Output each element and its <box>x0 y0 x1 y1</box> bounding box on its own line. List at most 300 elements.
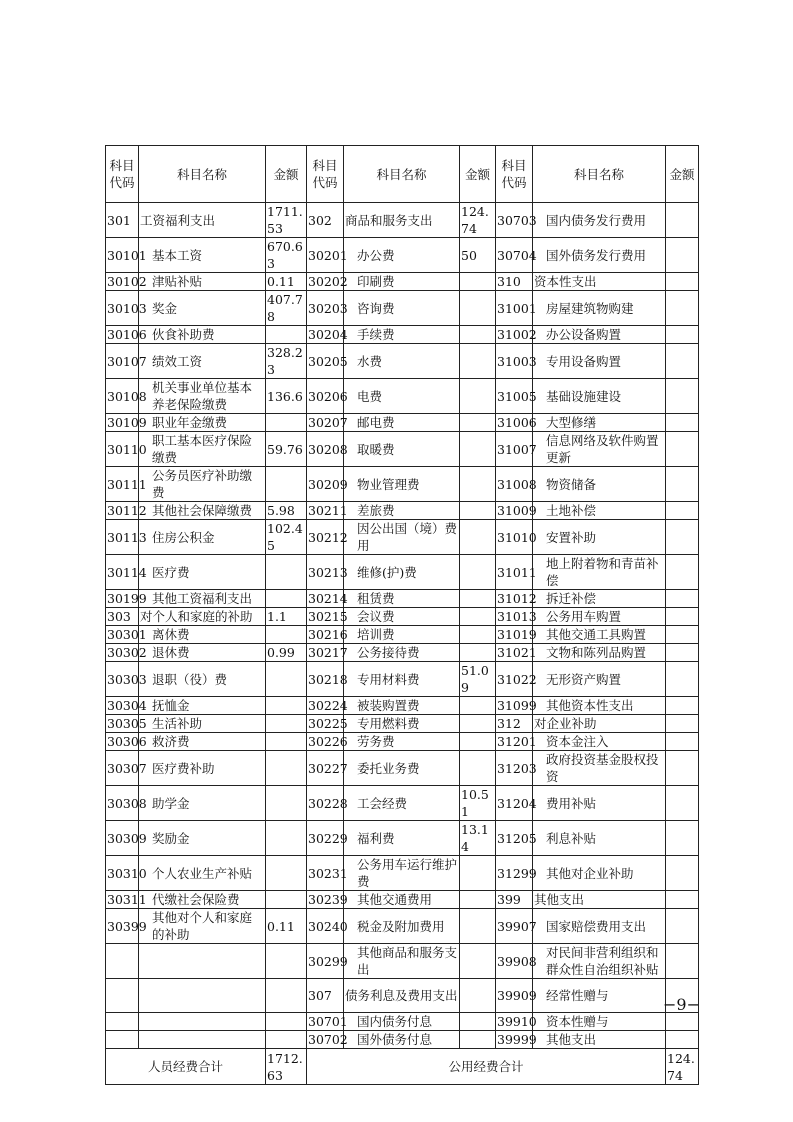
subject-name: 拆迁补偿 <box>533 590 666 608</box>
subject-amount <box>460 291 496 326</box>
subject-amount: 102.45 <box>266 520 307 555</box>
subject-name: 福利费 <box>344 821 460 856</box>
subject-amount <box>666 891 699 909</box>
subject-code: 30110 <box>106 432 139 467</box>
subject-name: 机关事业单位基本养老保险缴费 <box>139 379 266 414</box>
subject-amount <box>266 979 307 1013</box>
subject-code: 312 <box>496 715 533 733</box>
subject-name: 水费 <box>344 344 460 379</box>
subject-amount <box>666 344 699 379</box>
subject-name: 因公出国（境）费用 <box>344 520 460 555</box>
subject-code: 30209 <box>307 467 344 502</box>
subject-code: 31205 <box>496 821 533 856</box>
subject-code <box>106 1031 139 1049</box>
subject-code: 30701 <box>308 1014 348 1029</box>
subject-name: 抚恤金 <box>139 697 266 715</box>
subject-amount: 124.74 <box>460 203 496 238</box>
subject-amount <box>460 979 496 1013</box>
table-row <box>106 891 699 909</box>
table-row <box>106 238 699 273</box>
subject-amount <box>666 856 699 891</box>
subject-name: 取暖费 <box>344 432 460 467</box>
subject-amount <box>460 891 496 909</box>
subject-code: 30103 <box>106 291 139 326</box>
subject-name: 基本工资 <box>139 238 266 273</box>
subject-code: 30227 <box>307 751 344 786</box>
subject-name: 住房公积金 <box>139 520 266 555</box>
totals-row <box>106 1049 699 1085</box>
subject-name: 绩效工资 <box>139 344 266 379</box>
subject-name: 其他交通工具购置 <box>533 626 666 644</box>
subject-code: 30240 <box>307 909 344 944</box>
subject-amount <box>666 626 699 644</box>
subject-name: 国家赔偿费用支出 <box>533 909 666 944</box>
subject-amount <box>666 751 699 786</box>
subject-amount <box>666 203 699 238</box>
subject-name: 文物和陈列品购置 <box>533 644 666 662</box>
subject-code: 302 <box>307 203 344 238</box>
table-row <box>106 1031 699 1049</box>
subject-amount <box>460 1013 496 1031</box>
subject-amount: 1.1 <box>266 608 307 626</box>
subject-name: 租赁费 <box>344 590 460 608</box>
subject-name: 救济费 <box>139 733 266 751</box>
subject-name: 专用设备购置 <box>533 344 666 379</box>
subject-amount <box>460 555 496 590</box>
subject-name: 经常性赠与 <box>533 979 666 1013</box>
subject-code <box>106 1013 139 1031</box>
subject-amount: 51.09 <box>460 662 496 697</box>
subject-code: 30101 <box>106 238 139 273</box>
subject-amount: 136.6 <box>266 379 307 414</box>
header-code: 科目代码 <box>496 146 533 203</box>
table-row <box>106 909 699 944</box>
subject-code: 31005 <box>496 379 533 414</box>
table-row <box>106 432 699 467</box>
subject-amount: 1711.53 <box>266 203 307 238</box>
subject-name: 专用材料费 <box>344 662 460 697</box>
subject-code: 30215 <box>308 609 348 624</box>
table-row <box>106 502 699 520</box>
header-code: 科目代码 <box>307 146 344 203</box>
subject-name: 伙食补助费 <box>139 326 266 344</box>
subject-amount: 13.14 <box>460 821 496 856</box>
subject-amount <box>460 909 496 944</box>
subject-amount <box>266 751 307 786</box>
subject-code: 31204 <box>496 786 533 821</box>
subject-name: 资本性支出 <box>533 273 666 291</box>
subject-amount <box>266 715 307 733</box>
subject-name <box>139 1013 266 1031</box>
page-number: −9− <box>663 995 700 1014</box>
subject-name: 公务用车运行维护费 <box>344 856 460 891</box>
subject-name: 奖金 <box>139 291 266 326</box>
subject-name: 工会经费 <box>344 786 460 821</box>
subject-name: 职业年金缴费 <box>139 414 266 432</box>
subject-amount <box>266 1031 307 1049</box>
table-row <box>106 326 699 344</box>
subject-name: 培训费 <box>344 626 460 644</box>
subject-code: 30229 <box>307 821 344 856</box>
subject-amount <box>266 697 307 715</box>
subject-code: 31009 <box>497 503 537 518</box>
subject-code: 31010 <box>496 520 533 555</box>
subject-name: 职工基本医疗保险缴费 <box>139 432 266 467</box>
subject-name: 委托业务费 <box>344 751 460 786</box>
subject-code: 30207 <box>308 415 348 430</box>
subject-name: 地上附着物和青苗补偿 <box>533 555 666 590</box>
subject-name: 国内债务付息 <box>344 1013 460 1031</box>
subject-amount <box>266 786 307 821</box>
subject-amount <box>266 414 307 432</box>
subject-code: 30310 <box>106 856 139 891</box>
subject-amount: 0.99 <box>266 644 307 662</box>
subject-amount <box>666 467 699 502</box>
subject-code: 30211 <box>308 503 348 518</box>
subject-code: 30302 <box>107 645 147 660</box>
subject-name: 办公费 <box>344 238 460 273</box>
subject-amount <box>666 555 699 590</box>
budget-table <box>105 145 699 1085</box>
table-row <box>106 715 699 733</box>
subject-amount <box>460 626 496 644</box>
subject-name: 物业管理费 <box>344 467 460 502</box>
subject-name: 国外债务付息 <box>344 1031 460 1049</box>
subject-amount <box>266 555 307 590</box>
subject-name: 劳务费 <box>344 733 460 751</box>
table-row <box>106 662 699 697</box>
subject-name: 公务用车购置 <box>533 608 666 626</box>
table-row <box>106 979 699 1013</box>
subject-name: 土地补偿 <box>533 502 666 520</box>
subject-code: 30309 <box>106 821 139 856</box>
subject-name: 物资储备 <box>533 467 666 502</box>
header-name: 科目名称 <box>139 146 266 203</box>
subject-name: 利息补贴 <box>533 821 666 856</box>
subject-code: 31013 <box>497 609 537 624</box>
table-row <box>106 344 699 379</box>
subject-code: 31006 <box>497 415 537 430</box>
subject-code: 30303 <box>106 662 139 697</box>
subject-code: 30204 <box>308 327 348 342</box>
subject-name: 退职（役）费 <box>139 662 266 697</box>
subject-amount <box>666 644 699 662</box>
subject-code: 303 <box>106 608 139 626</box>
personnel-total-label: 人员经费合计 <box>106 1049 266 1085</box>
subject-name: 其他工资福利支出 <box>139 590 266 608</box>
subject-amount <box>666 520 699 555</box>
subject-amount <box>460 644 496 662</box>
subject-name: 费用补贴 <box>533 786 666 821</box>
table-row <box>106 555 699 590</box>
subject-amount <box>666 502 699 520</box>
subject-code: 30231 <box>307 856 344 891</box>
subject-code: 30305 <box>107 716 147 731</box>
subject-name: 其他支出 <box>533 1031 666 1049</box>
subject-amount <box>460 751 496 786</box>
subject-amount <box>266 467 307 502</box>
subject-amount <box>460 1031 496 1049</box>
subject-amount <box>266 891 307 909</box>
subject-code: 30107 <box>106 344 139 379</box>
subject-amount <box>266 626 307 644</box>
subject-name: 资本性赠与 <box>533 1013 666 1031</box>
subject-code: 39999 <box>497 1032 537 1047</box>
subject-name: 无形资产购置 <box>533 662 666 697</box>
subject-name: 邮电费 <box>344 414 460 432</box>
subject-code: 31002 <box>497 327 537 342</box>
header-name: 科目名称 <box>344 146 460 203</box>
table-row <box>106 379 699 414</box>
subject-code: 30224 <box>308 698 348 713</box>
table-row <box>106 697 699 715</box>
subject-amount <box>460 944 496 979</box>
header-code: 科目代码 <box>106 146 139 203</box>
subject-code: 30202 <box>308 274 348 289</box>
subject-code: 399 <box>496 891 533 909</box>
subject-amount <box>666 697 699 715</box>
subject-amount: 670.63 <box>266 238 307 273</box>
subject-code: 30109 <box>107 415 147 430</box>
subject-name: 生活补助 <box>139 715 266 733</box>
subject-code: 39908 <box>496 944 533 979</box>
subject-code: 30108 <box>106 379 139 414</box>
subject-amount <box>460 379 496 414</box>
subject-code: 30218 <box>307 662 344 697</box>
subject-code: 30205 <box>307 344 344 379</box>
header-amount: 金额 <box>460 146 496 203</box>
subject-amount <box>266 326 307 344</box>
table-row <box>106 944 699 979</box>
subject-code: 30199 <box>107 591 147 606</box>
subject-code: 30102 <box>107 274 147 289</box>
subject-code: 31201 <box>497 734 537 749</box>
subject-amount <box>266 944 307 979</box>
subject-name: 对个人和家庭的补助 <box>139 608 266 626</box>
subject-amount <box>460 273 496 291</box>
subject-name: 医疗费补助 <box>139 751 266 786</box>
subject-amount <box>666 432 699 467</box>
subject-code: 30239 <box>308 892 348 907</box>
subject-name: 其他对个人和家庭的补助 <box>139 909 266 944</box>
subject-amount <box>666 909 699 944</box>
subject-amount <box>666 326 699 344</box>
public-total-amount: 124.74 <box>666 1049 699 1085</box>
subject-amount <box>460 590 496 608</box>
subject-code: 30704 <box>496 238 533 273</box>
table-row <box>106 467 699 502</box>
subject-amount <box>460 414 496 432</box>
subject-amount <box>460 856 496 891</box>
subject-code: 31021 <box>497 645 537 660</box>
subject-code: 30399 <box>106 909 139 944</box>
subject-amount <box>666 1013 699 1031</box>
subject-code: 31008 <box>496 467 533 502</box>
subject-name: 资本金注入 <box>533 733 666 751</box>
subject-code: 31007 <box>496 432 533 467</box>
subject-name: 电费 <box>344 379 460 414</box>
table-row <box>106 414 699 432</box>
subject-amount <box>666 733 699 751</box>
subject-amount <box>460 467 496 502</box>
subject-amount: 407.78 <box>266 291 307 326</box>
subject-amount: 5.98 <box>266 502 307 520</box>
subject-name: 个人农业生产补贴 <box>139 856 266 891</box>
table-row <box>106 520 699 555</box>
subject-name: 奖励金 <box>139 821 266 856</box>
subject-name: 大型修缮 <box>533 414 666 432</box>
subject-name: 安置补助 <box>533 520 666 555</box>
subject-code: 30228 <box>307 786 344 821</box>
subject-amount <box>666 291 699 326</box>
subject-name: 咨询费 <box>344 291 460 326</box>
subject-code: 30213 <box>307 555 344 590</box>
subject-name: 对企业补助 <box>533 715 666 733</box>
subject-code: 31203 <box>496 751 533 786</box>
subject-name: 助学金 <box>139 786 266 821</box>
subject-name: 其他社会保障缴费 <box>139 502 266 520</box>
subject-code: 31299 <box>496 856 533 891</box>
subject-code: 30308 <box>106 786 139 821</box>
subject-code: 307 <box>307 979 344 1013</box>
subject-code: 30201 <box>307 238 344 273</box>
header-row <box>106 146 699 203</box>
subject-amount: 50 <box>460 238 496 273</box>
subject-code: 30217 <box>308 645 348 660</box>
subject-name: 会议费 <box>344 608 460 626</box>
subject-amount <box>666 662 699 697</box>
subject-name: 维修(护)费 <box>344 555 460 590</box>
subject-name: 其他交通费用 <box>344 891 460 909</box>
subject-code: 30702 <box>308 1032 348 1047</box>
subject-code: 30206 <box>307 379 344 414</box>
subject-amount <box>666 238 699 273</box>
subject-amount <box>666 414 699 432</box>
table-row <box>106 608 699 626</box>
subject-name: 其他资本性支出 <box>533 697 666 715</box>
subject-amount <box>460 432 496 467</box>
subject-code: 31019 <box>497 627 537 642</box>
subject-name: 政府投资基金股权投资 <box>533 751 666 786</box>
subject-name: 差旅费 <box>344 502 460 520</box>
subject-name: 手续费 <box>344 326 460 344</box>
table-row <box>106 786 699 821</box>
subject-name <box>139 979 266 1013</box>
table-row <box>106 203 699 238</box>
subject-amount <box>666 715 699 733</box>
subject-code: 30311 <box>107 892 147 907</box>
subject-amount <box>460 326 496 344</box>
subject-name: 工资福利支出 <box>139 203 266 238</box>
subject-code <box>106 944 139 979</box>
table-row <box>106 291 699 326</box>
subject-name: 基础设施建设 <box>533 379 666 414</box>
subject-code: 31011 <box>496 555 533 590</box>
subject-amount <box>266 590 307 608</box>
table-row <box>106 590 699 608</box>
subject-name: 公务接待费 <box>344 644 460 662</box>
subject-code: 31003 <box>496 344 533 379</box>
subject-amount <box>666 821 699 856</box>
subject-amount <box>666 379 699 414</box>
subject-name: 代缴社会保险费 <box>139 891 266 909</box>
subject-code: 30306 <box>107 734 147 749</box>
subject-code: 31022 <box>496 662 533 697</box>
subject-amount: 0.11 <box>266 273 307 291</box>
subject-amount <box>666 944 699 979</box>
subject-code: 301 <box>106 203 139 238</box>
subject-amount <box>460 344 496 379</box>
subject-name <box>139 1031 266 1049</box>
table-row <box>106 273 699 291</box>
subject-amount <box>666 786 699 821</box>
subject-amount <box>666 590 699 608</box>
subject-code: 30703 <box>496 203 533 238</box>
header-name: 科目名称 <box>533 146 666 203</box>
subject-amount: 10.51 <box>460 786 496 821</box>
subject-amount <box>460 502 496 520</box>
subject-name <box>139 944 266 979</box>
subject-code: 39907 <box>496 909 533 944</box>
subject-code: 30114 <box>106 555 139 590</box>
table-row <box>106 1013 699 1031</box>
subject-amount <box>460 697 496 715</box>
subject-name: 津贴补贴 <box>139 273 266 291</box>
subject-name: 专用燃料费 <box>344 715 460 733</box>
subject-amount <box>266 662 307 697</box>
subject-name: 房屋建筑物购建 <box>533 291 666 326</box>
subject-amount <box>666 273 699 291</box>
subject-amount <box>266 856 307 891</box>
subject-code: 30225 <box>308 716 348 731</box>
subject-amount <box>460 715 496 733</box>
subject-amount <box>266 821 307 856</box>
subject-name: 办公设备购置 <box>533 326 666 344</box>
subject-code: 310 <box>496 273 533 291</box>
subject-code: 30226 <box>308 734 348 749</box>
subject-code: 30113 <box>106 520 139 555</box>
subject-code: 39909 <box>496 979 533 1013</box>
subject-code: 30214 <box>308 591 348 606</box>
subject-name: 债务利息及费用支出 <box>344 979 460 1013</box>
subject-code: 30307 <box>106 751 139 786</box>
subject-code: 31012 <box>497 591 537 606</box>
subject-code: 30106 <box>107 327 147 342</box>
subject-code: 30212 <box>307 520 344 555</box>
subject-name: 被装购置费 <box>344 697 460 715</box>
subject-name: 国外债务发行费用 <box>533 238 666 273</box>
subject-name: 退休费 <box>139 644 266 662</box>
subject-amount <box>460 520 496 555</box>
subject-name: 其他对企业补助 <box>533 856 666 891</box>
subject-amount: 0.11 <box>266 909 307 944</box>
personnel-total-amount: 1712.63 <box>266 1049 307 1085</box>
subject-amount <box>266 733 307 751</box>
subject-code: 30112 <box>107 503 147 518</box>
subject-name: 印刷费 <box>344 273 460 291</box>
subject-code: 30301 <box>107 627 147 642</box>
subject-code <box>106 979 139 1013</box>
subject-name: 对民间非营利组织和群众性自治组织补贴 <box>533 944 666 979</box>
subject-code: 30203 <box>307 291 344 326</box>
public-total-label: 公用经费合计 <box>307 1049 666 1085</box>
subject-code: 31001 <box>496 291 533 326</box>
subject-name: 国内债务发行费用 <box>533 203 666 238</box>
subject-amount <box>460 733 496 751</box>
subject-amount <box>460 608 496 626</box>
subject-amount <box>266 1013 307 1031</box>
subject-code: 39910 <box>497 1014 537 1029</box>
